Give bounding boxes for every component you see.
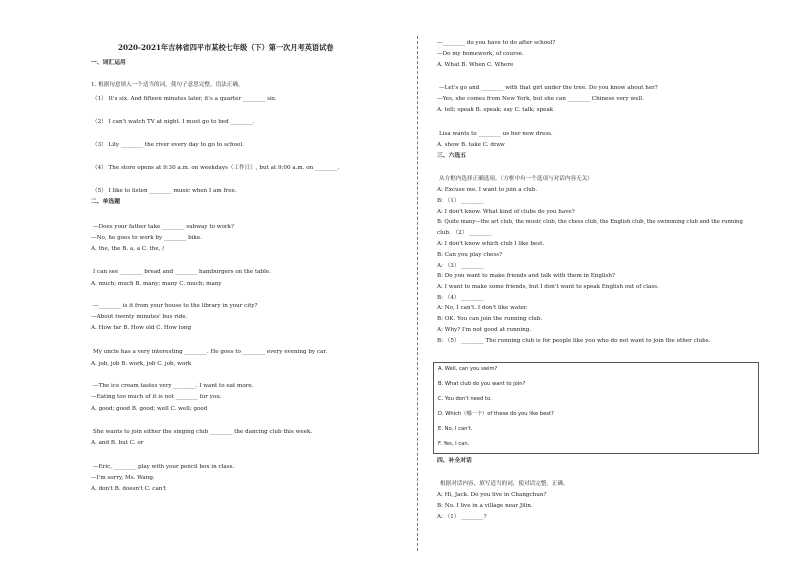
- dialogue-line: A: Excuse me. I want to join a club.: [437, 187, 538, 193]
- question-line: —________ do you have to do after school?: [437, 40, 556, 46]
- question-line: —About twenty minutes' bus ride.: [91, 314, 188, 320]
- instruction: 1. 根据句意填入一个适当的词，使句子意思完整。语法正确。: [91, 82, 244, 88]
- dialogue-line: B: Quite many—the art club, the music club, the chess club, the English club, the swimming club and the running: [437, 219, 743, 225]
- dialogue-line: A: I don't know which club I like best.: [437, 241, 545, 247]
- dialogue-line: B: OK. You can join the running club.: [437, 316, 543, 322]
- options-line: A. What B. When C. Where: [437, 62, 514, 68]
- box-option: D. Which（哪一个）of these do you like best?: [438, 411, 554, 417]
- section-complete-dialogue-heading: 四、补全对话: [437, 458, 472, 464]
- dialogue-line: A: I don't know. What kind of clubs do you have?: [437, 209, 575, 215]
- dialogue-line: A: I want to make some friends, but I don't want to speak English out of class.: [437, 284, 659, 290]
- question-line: —Do my homework, of course.: [437, 51, 524, 57]
- question-line: She wants to join either the singing club ________ the dancing club this week.: [93, 429, 313, 435]
- question-line: —Eating too much of it is not ________ for you.: [91, 394, 222, 400]
- column-divider: [417, 36, 418, 551]
- question-line: —The ice cream tastes very ________. I want to eat more.: [93, 383, 254, 389]
- instruction: 从方框内选择正确选项。（方框中有一个选项与对话内容无关）: [439, 176, 593, 182]
- dialogue-line: A: （3） ________: [437, 263, 484, 269]
- section-six-choose-five-heading: 三、六选五: [437, 153, 466, 159]
- box-option: B. What club do you want to join?: [438, 381, 526, 387]
- box-option: C. You don't need to.: [438, 396, 492, 402]
- dialogue-line: B: （1） ________: [437, 198, 484, 204]
- options-line: A. and B. but C. or: [91, 440, 144, 446]
- question-line: —Let's go and ________ with that girl under the tree. Do you know about her?: [439, 85, 658, 91]
- dialogue-line: A: Why? I'm not good at running.: [437, 327, 532, 333]
- dialogue-line: B: （5） ________ The running club is for people like you who do not want to join the other clubs.: [437, 338, 711, 344]
- question-line: —Eric, ________ play with your pencil box in class.: [93, 464, 235, 470]
- box-option: F. Yes, I can.: [438, 441, 470, 447]
- options-line: A. don't B. doesn't C. can't: [91, 486, 167, 492]
- exam-title: 2020-2021年吉林省四平市某校七年级（下）第一次月考英语试卷: [118, 43, 334, 52]
- options-line: A. show B. take C. draw: [437, 142, 505, 148]
- dialogue-line: B: No. I live in a village near Jilin.: [437, 503, 533, 509]
- options-line: A. job, job B. work, job C. job, work: [91, 361, 192, 367]
- dialogue-line: B: Can you play chess?: [437, 252, 503, 258]
- dialogue-line: A: （1） ________?: [437, 514, 487, 520]
- question-line: （4） The store opens at 9:30 a.m. on weekdays（工作日）, but at 9:00 a.m. on ________.: [92, 165, 340, 171]
- dialogue-line: B: Do you want to make friends and talk with them in English?: [437, 273, 616, 279]
- dialogue-line: A: No, I can't. I don't like water.: [437, 305, 528, 311]
- box-option: E. No, I can't.: [438, 426, 473, 432]
- dialogue-line: B: （4） ________: [437, 295, 484, 301]
- question-line: —Does your father take ________ subway to work?: [93, 224, 234, 230]
- question-line: I can see ________ bread and ________ hamburgers on the table.: [93, 269, 272, 275]
- options-box: [433, 362, 759, 454]
- box-option: A. Well, can you swim?: [438, 366, 498, 372]
- options-line: A. tell; speak B. speak; say C. talk; speak: [437, 107, 554, 113]
- question-line: Lisa wants to ________ us her new dress.: [439, 131, 553, 137]
- question-line: （3） Lily ________ the river every day to go to school.: [92, 142, 244, 148]
- options-line: A. good; good B. good; well C. well; good: [91, 406, 208, 412]
- question-line: My uncle has a very interesting ________. He goes to ________ every evening by car.: [93, 349, 328, 355]
- question-line: （5） I like to listen ________ music when I am free.: [92, 188, 237, 194]
- dialogue-line: club. （2） ________: [437, 230, 492, 236]
- options-line: A. much; much B. many; many C. much; many: [91, 281, 222, 287]
- question-line: —Yes, she comes from New York, but she can ________ Chinese very well.: [437, 96, 644, 102]
- question-line: —________ is it from your house to the library in your city?: [93, 303, 258, 309]
- options-line: A. How far B. How old C. How long: [91, 325, 192, 331]
- question-line: —I'm sorry, Ms. Wang.: [91, 475, 155, 481]
- instruction: 根据对话内容，填写适当的词，使对话完整。正确。: [440, 481, 569, 487]
- question-line: （1） It's six. And fifteen minutes later, it's a quarter ________ six.: [92, 96, 277, 102]
- options-line: A. the, the B. a, a C. the, /: [91, 246, 165, 252]
- question-line: —No, he goes to work by ________ bike.: [91, 235, 202, 241]
- dialogue-line: A: Hi, Jack. Do you live in Changchun?: [437, 492, 547, 498]
- section-vocab-heading: 一、词汇运用: [91, 60, 126, 66]
- question-line: （2） I can't watch TV at night. I must go to bed ________.: [92, 119, 255, 125]
- section-single-choice-heading: 二、单选题: [91, 199, 120, 205]
